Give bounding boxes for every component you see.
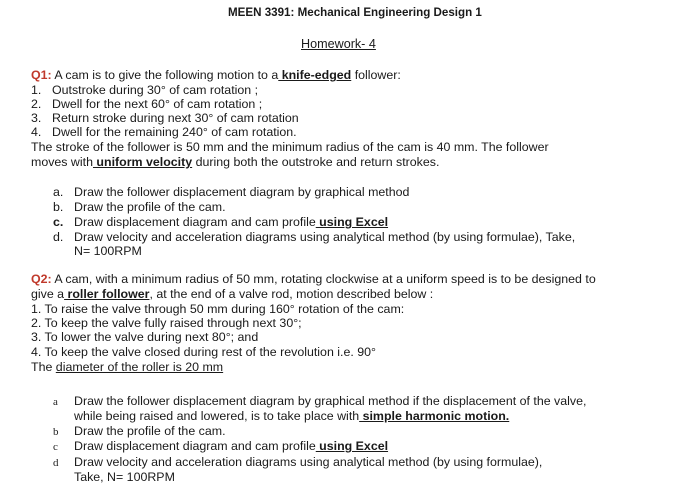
q1-moves-text <box>31 155 439 169</box>
course-title: MEEN 3391: Mechanical Engineering Design 1 <box>228 6 482 19</box>
q1-task-text: Draw velocity and acceleration diagrams using analytical method (by using formulae), Take, <box>74 230 576 244</box>
q1-moves-pre: moves with <box>31 155 93 169</box>
q1-step-text: Outstroke during 30° of cam rotation ; <box>52 83 259 97</box>
q2-task-continuation-pre: while being raised and lowered, is to take place with <box>74 409 360 423</box>
q1-stroke-text: The stroke of the follower is 50 mm and the minimum radius of the cam is 40 mm. The follower <box>31 140 549 154</box>
q1-task-text: Draw the follower displacement diagram by graphical method <box>74 185 410 199</box>
q1-intro <box>31 68 401 82</box>
q2-motion-type: simple harmonic motion. <box>359 409 510 423</box>
q2-task-letter: c <box>53 441 58 453</box>
q1-step-text: Dwell for the next 60° of cam rotation ; <box>52 97 263 111</box>
q2-task <box>53 394 586 409</box>
q1-motion-type: uniform velocity <box>92 155 193 169</box>
q2-step: 2. To keep the valve fully raised through next 30°; <box>31 316 302 330</box>
q2-give-post: , at the end of a valve rod, motion described below : <box>149 287 434 301</box>
q2-task-text: Draw the follower displacement diagram by graphical method if the displacement of the valve, <box>74 394 587 408</box>
q2-give-text <box>31 287 433 301</box>
q2-task-continuation <box>74 409 509 423</box>
q2-task-letter: a <box>53 396 58 408</box>
q2-task-letter: d <box>53 457 59 469</box>
q2-task <box>53 424 226 439</box>
q2-task-text: Draw velocity and acceleration diagrams using analytical method (by using formulae), <box>74 455 543 469</box>
q1-task-letter: d. <box>53 230 64 244</box>
q1-task-emphasis: using Excel <box>315 215 389 229</box>
q1-task <box>53 230 575 244</box>
q1-task <box>53 185 409 199</box>
q2-roller-text <box>31 360 223 374</box>
q1-moves-post: during both the outstroke and return strokes. <box>192 155 440 169</box>
q2-task-emphasis: using Excel <box>315 439 389 453</box>
q1-step <box>31 111 299 125</box>
q1-step-text: Return stroke during next 30° of cam rotation <box>52 111 299 125</box>
q2-roller-pre: The <box>31 360 56 374</box>
q1-step-number: 3. <box>31 111 42 125</box>
q1-step-number: 2. <box>31 97 42 111</box>
q1-intro-end: follower: <box>351 68 401 82</box>
q1-intro-text: A cam is to give the following motion to a <box>51 68 279 82</box>
q1-step <box>31 83 258 97</box>
q1-task-letter: a. <box>53 185 64 199</box>
q2-roller-diameter: diameter of the roller is 20 mm <box>55 360 224 374</box>
q2-give-pre: give a <box>31 287 65 301</box>
q1-step-text: Dwell for the remaining 240° of cam rotation. <box>52 125 297 139</box>
q1-step <box>31 125 297 139</box>
q1-task <box>53 215 388 229</box>
q2-task-text: Draw the profile of the cam. <box>74 424 226 438</box>
q1-task-text: Draw displacement diagram and cam profile <box>74 215 316 229</box>
q2-step: 4. To keep the valve closed during rest of the revolution i.e. 90° <box>31 345 376 359</box>
q2-task-letter: b <box>53 426 59 438</box>
q2-label: Q2: <box>31 272 52 286</box>
q1-step-number: 1. <box>31 83 42 97</box>
q1-task-continuation: N= 100RPM <box>74 244 142 258</box>
q1-step-number: 4. <box>31 125 42 139</box>
q1-task-letter: b. <box>53 200 64 214</box>
q2-task <box>53 455 542 470</box>
q2-task-continuation: Take, N= 100RPM <box>74 470 175 484</box>
q1-task-letter: c. <box>53 215 64 229</box>
q2-step: 3. To lower the valve during next 80°; and <box>31 330 259 344</box>
homework-title: Homework- 4 <box>301 37 376 51</box>
q2-task <box>53 439 388 454</box>
q1-label: Q1: <box>31 68 52 82</box>
q2-follower-type: roller follower <box>64 287 150 301</box>
q2-task-text: Draw displacement diagram and cam profile <box>74 439 316 453</box>
q2-step: 1. To raise the valve through 50 mm during 160° rotation of the cam: <box>31 302 405 316</box>
q1-follower-type: knife-edged <box>278 68 352 82</box>
q2-intro-text: A cam, with a minimum radius of 50 mm, rotating clockwise at a uniform speed is to be designed to <box>51 272 596 286</box>
q1-step <box>31 97 262 111</box>
q2-intro <box>31 272 596 286</box>
q1-task <box>53 200 226 214</box>
q1-task-text: Draw the profile of the cam. <box>74 200 226 214</box>
